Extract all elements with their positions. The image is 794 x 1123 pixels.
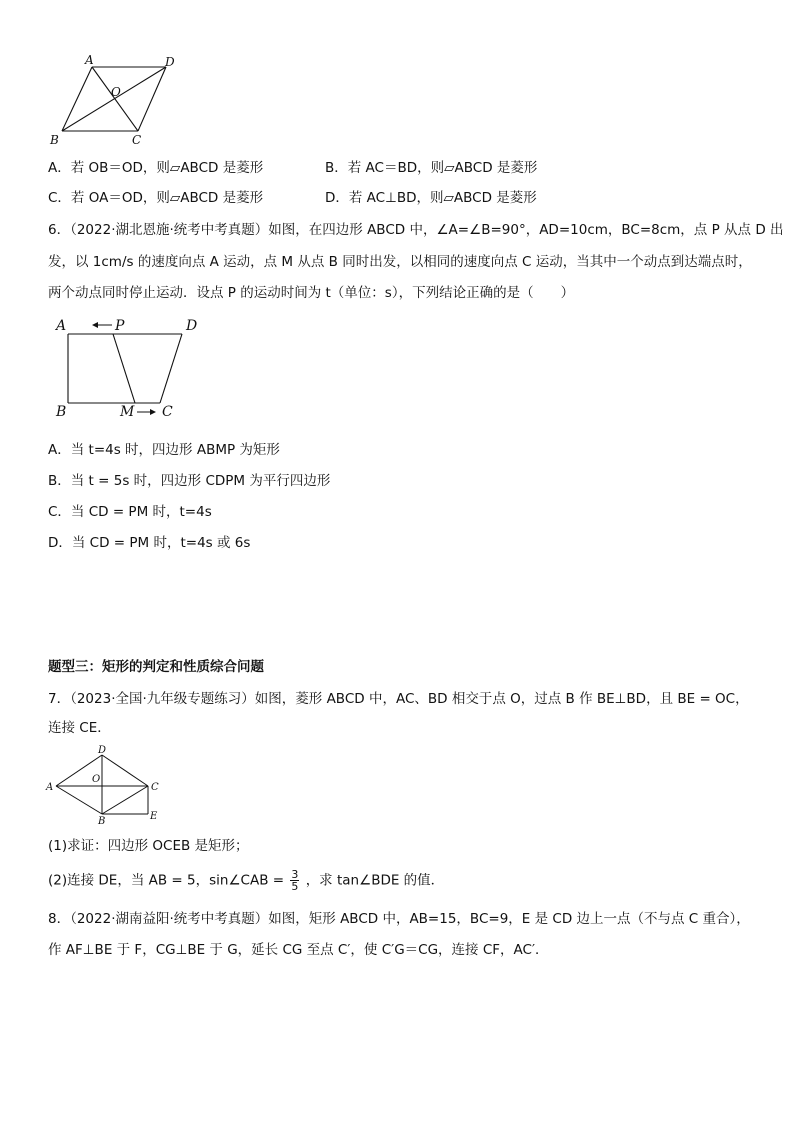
q7-part-2-tail: ，求 tan∠BDE 的值． (305, 872, 445, 889)
center-label-o: O (111, 85, 121, 99)
fraction-three-fifths (290, 869, 299, 892)
right-arrow-icon (150, 409, 156, 415)
q5-option-a: A．若 OB＝OD，则▱ABCD 是菱形 (48, 160, 264, 176)
vertex-label-c: C (151, 782, 159, 793)
trapezoid-figure (48, 312, 218, 424)
q5-option-c: C．若 OA＝OD，则▱ABCD 是菱形 (48, 190, 264, 206)
vertex-label-d: D (165, 55, 175, 69)
q5-option-b: B．若 AC＝BD，则▱ABCD 是菱形 (325, 160, 538, 176)
q6-option-a: A．当 t=4s 时，四边形 ABMP 为矩形 (48, 442, 280, 458)
q7-stem-line-2: 连接 CE． (48, 720, 111, 736)
q6-stem-line-2: 发，以 1cm/s 的速度向点 A 运动，点 M 从点 B 同时出发，以相同的速度向点 C 运动，当其中一个动点到达端点时， (48, 254, 752, 270)
q6-option-b: B．当 t = 5s 时，四边形 CDPM 为平行四边形 (48, 473, 331, 489)
vertex-label-d: D (186, 318, 198, 334)
vertex-label-b: B (56, 404, 67, 420)
point-label-m: M (120, 404, 135, 420)
parallelogram-figure (44, 52, 194, 152)
q7-part-1: (1)求证：四边形 OCEB 是矩形； (48, 838, 249, 854)
section-title: 题型三：矩形的判定和性质综合问题 (48, 659, 264, 675)
q8-stem-line-2: 作 AF⊥BE 于 F，CG⊥BE 于 G，延长 CG 至点 C′，使 C′G＝CG，连接 CF，AC′． (48, 942, 549, 958)
fraction-numerator: 3 (291, 868, 299, 881)
fraction-denominator: 5 (291, 880, 299, 893)
point-label-e: E (150, 811, 158, 822)
left-arrow-icon (92, 322, 98, 328)
q6-stem-line-1: 6．（2022·湖北恩施·统考中考真题）如图，在四边形 ABCD 中，∠A=∠B=90°，AD=10cm，BC=8cm，点 P 从点 D 出 (48, 222, 784, 238)
q7-part-2 (48, 869, 444, 892)
q7-part-2-lead: (2)连接 DE，当 AB = 5，sin∠CAB = (48, 872, 285, 889)
vertex-label-a: A (85, 53, 94, 67)
center-label-o: O (92, 774, 101, 785)
vertex-label-d: D (98, 745, 107, 756)
q6-option-c: C．当 CD = PM 时，t=4s (48, 504, 212, 520)
q6-option-d: D．当 CD = PM 时，t=4s 或 6s (48, 535, 251, 551)
point-label-p: P (115, 318, 125, 334)
vertex-label-c: C (162, 404, 173, 420)
vertex-label-b: B (98, 816, 106, 827)
q5-option-d: D．若 AC⊥BD，则▱ABCD 是菱形 (325, 190, 537, 206)
q8-stem-line-1: 8．（2022·湖南益阳·统考中考真题）如图，矩形 ABCD 中，AB=15，BC=9，E 是 CD 边上一点（不与点 C 重合）， (48, 911, 750, 927)
rhombus-figure (44, 744, 174, 828)
q6-stem-line-3: 两个动点同时停止运动．设点 P 的运动时间为 t（单位：s），下列结论正确的是（ ） (48, 285, 575, 301)
vertex-label-a: A (56, 318, 67, 334)
q7-stem-line-1: 7．（2023·全国·九年级专题练习）如图，菱形 ABCD 中，AC、BD 相交于点 O，过点 B 作 BE⊥BD，且 BE = OC， (48, 691, 749, 707)
vertex-label-c: C (132, 133, 142, 147)
vertex-label-b: B (50, 133, 59, 147)
vertex-label-a: A (46, 782, 54, 793)
